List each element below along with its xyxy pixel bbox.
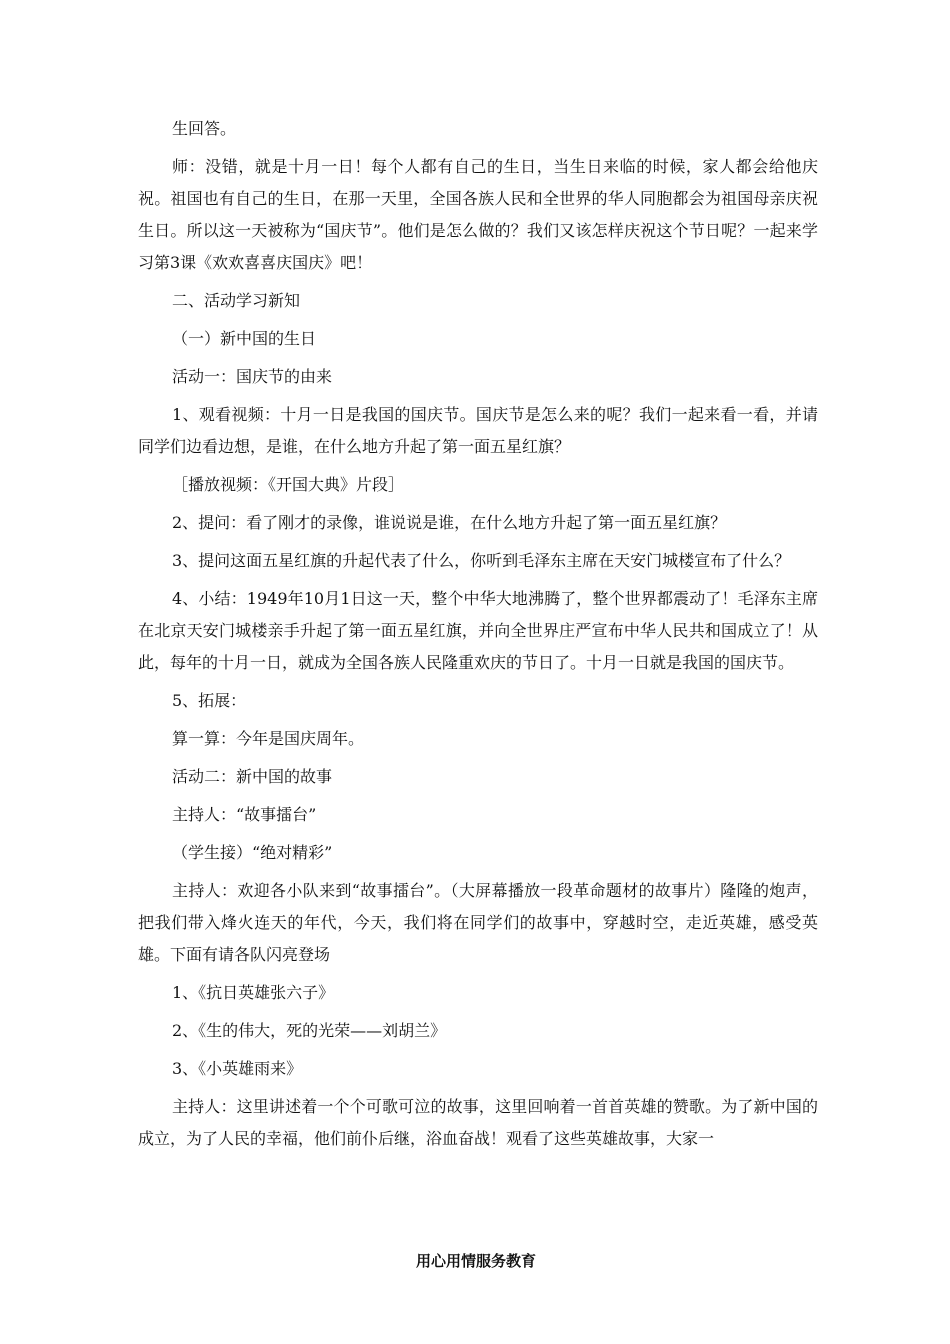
list-item: 3、《小英雄雨来》 bbox=[172, 1059, 303, 1078]
paragraph: 4、小结：1949年10月1日这一天，整个中华大地沸腾了，整个世界都震动了！毛泽东主席在北京天安门城楼亲手升起了第一面五星红旗，并向全世界庄严宣布中华人民共和国成立了！从此，每年的十月一日，就成为全国各族人民隆重欢庆的节日了。十月一日就是我国的国庆节。 bbox=[138, 589, 818, 672]
subsection-heading: （一）新中国的生日 bbox=[172, 329, 317, 348]
paragraph: 3、提问这面五星红旗的升起代表了什么，你听到毛泽东主席在天安门城楼宣布了什么？ bbox=[172, 551, 791, 570]
paragraph: 主持人：欢迎各小队来到“故事擂台”。（大屏幕播放一段革命题材的故事片）隆隆的炮声，把我们带入烽火连天的年代，今天，我们将在同学们的故事中，穿越时空，走近英雄，感受英雄。下面有请各队闪亮登场 bbox=[138, 881, 818, 964]
paragraph: 生回答。 bbox=[172, 119, 237, 138]
paragraph: 2、提问：看了刚才的录像，谁说说是谁，在什么地方升起了第一面五星红旗？ bbox=[172, 513, 727, 532]
document-body bbox=[138, 113, 818, 1161]
list-item: 2、《生的伟大，死的光荣——刘胡兰》 bbox=[172, 1021, 447, 1040]
activity-heading: 活动二：新中国的故事 bbox=[172, 767, 333, 786]
paragraph: 师：没错，就是十月一日！每个人都有自己的生日，当生日来临的时候，家人都会给他庆祝。祖国也有自己的生日，在那一天里，全国各族人民和全世界的华人同胞都会为祖国母亲庆祝生日。所以这一天被称为“国庆节”。他们是怎么做的？我们又该怎样庆祝这个节日呢？一起来学习第3课《欢欢喜喜庆国庆》吧！ bbox=[138, 157, 818, 272]
paragraph: 主持人：“故事擂台” bbox=[172, 805, 317, 824]
paragraph: 主持人：这里讲述着一个个可歌可泣的故事，这里回响着一首首英雄的赞歌。为了新中国的成立，为了人民的幸福，他们前仆后继，浴血奋战！观看了这些英雄故事，大家一 bbox=[138, 1097, 818, 1148]
page-footer: 用心用情服务教育 bbox=[416, 1252, 537, 1270]
paragraph: 5、拓展： bbox=[172, 691, 247, 710]
activity-heading: 活动一：国庆节的由来 bbox=[172, 367, 333, 386]
paragraph: （学生接）“绝对精彩” bbox=[172, 843, 333, 862]
paragraph: ［播放视频：《开国大典》片段］ bbox=[172, 475, 405, 494]
list-item: 1、《抗日英雄张六子》 bbox=[172, 983, 335, 1002]
paragraph: 算一算：今年是国庆周年。 bbox=[172, 729, 365, 748]
paragraph: 1、观看视频：十月一日是我国的国庆节。国庆节是怎么来的呢？我们一起来看一看，并请同学们边看边想，是谁，在什么地方升起了第一面五星红旗？ bbox=[138, 405, 818, 456]
section-heading: 二、活动学习新知 bbox=[172, 291, 301, 310]
